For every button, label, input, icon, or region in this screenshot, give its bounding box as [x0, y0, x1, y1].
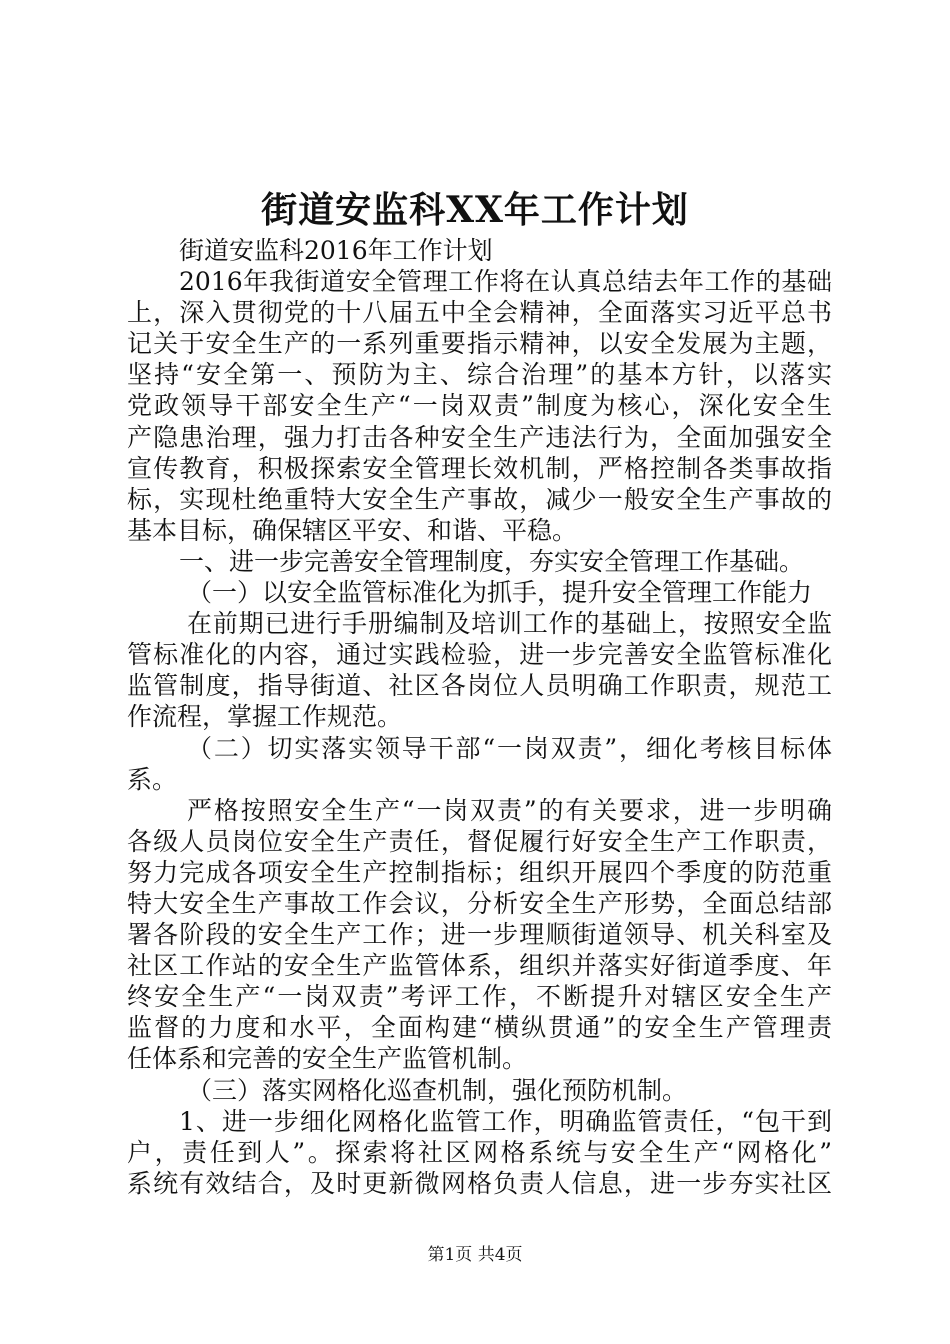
text-line: 任体系和完善的安全生产监管机制。 — [127, 1044, 528, 1074]
text-line: 2016年我街道安全管理工作将在认真总结去年工作的基础 — [179, 267, 832, 297]
page-number: 第1页 共4页 — [427, 1245, 523, 1265]
document-title: 街道安监科XX年工作计划 — [261, 189, 689, 231]
text-line: 严格按照安全生产“一岗双责”的有关要求，进一步明确 — [187, 795, 832, 825]
text-line: 管标准化的内容，通过实践检验，进一步完善安全监管标准化 — [127, 640, 832, 670]
text-line: 产隐患治理，强力打击各种安全生产违法行为，全面加强安全 — [127, 422, 832, 452]
text-line: 终安全生产“一岗双责”考评工作，不断提升对辖区安全生产 — [127, 982, 832, 1012]
text-line: 上，深入贯彻党的十八届五中全会精神，全面落实习近平总书 — [127, 298, 832, 328]
text-line: 党政领导干部安全生产“一岗双责”制度为核心，深化安全生 — [127, 391, 832, 421]
text-line: 户，责任到人”。探索将社区网格系统与安全生产“网格化” — [127, 1137, 832, 1167]
text-line: 坚持“安全第一、预防为主、综合治理”的基本方针，以落实 — [127, 360, 832, 390]
document-body — [127, 235, 832, 1199]
text-line: 记关于安全生产的一系列重要指示精神，以安全发展为主题， — [127, 329, 832, 359]
text-line: 监督的力度和水平，全面构建“横纵贯通”的安全生产管理责 — [127, 1013, 832, 1043]
text-line: 在前期已进行手册编制及培训工作的基础上，按照安全监 — [187, 609, 832, 639]
text-line: 各级人员岗位安全生产责任，督促履行好安全生产工作职责， — [127, 826, 832, 856]
text-line: 努力完成各项安全生产控制指标；组织开展四个季度的防范重 — [127, 857, 832, 887]
subsection-heading-continued: 系。 — [127, 764, 178, 794]
text-line: 宣传教育，积极探索安全管理长效机制，严格控制各类事故指 — [127, 453, 832, 483]
section-heading: 一、进一步完善安全管理制度，夯实安全管理工作基础。 — [179, 546, 805, 576]
text-line: 基本目标，确保辖区平安、和谐、平稳。 — [127, 515, 578, 545]
text-line: 标，实现杜绝重特大安全生产事故，减少一般安全生产事故的 — [127, 484, 832, 514]
subsection-heading: （三）落实网格化巡查机制，强化预防机制。 — [187, 1075, 688, 1105]
text-line: 署各阶段的安全生产工作；进一步理顺街道领导、机关科室及 — [127, 920, 832, 950]
text-line: 作流程，掌握工作规范。 — [127, 702, 403, 732]
subsection-heading: （一）以安全监管标准化为抓手，提升安全管理工作能力 — [187, 578, 813, 608]
text-line: 监管制度，指导街道、社区各岗位人员明确工作职责，规范工 — [127, 671, 832, 701]
text-line: 街道安监科2016年工作计划 — [179, 236, 493, 265]
text-line: 特大安全生产事故工作会议，分析安全生产形势，全面总结部 — [127, 888, 832, 918]
subsection-heading: （二）切实落实领导干部“一岗双责”，细化考核目标体 — [187, 733, 832, 763]
text-line: 系统有效结合，及时更新微网格负责人信息，进一步夯实社区 — [127, 1168, 832, 1198]
text-line: 1、进一步细化网格化监管工作，明确监管责任，“包干到 — [179, 1106, 832, 1136]
text-line: 社区工作站的安全生产监管体系，组织并落实好街道季度、年 — [127, 951, 832, 981]
